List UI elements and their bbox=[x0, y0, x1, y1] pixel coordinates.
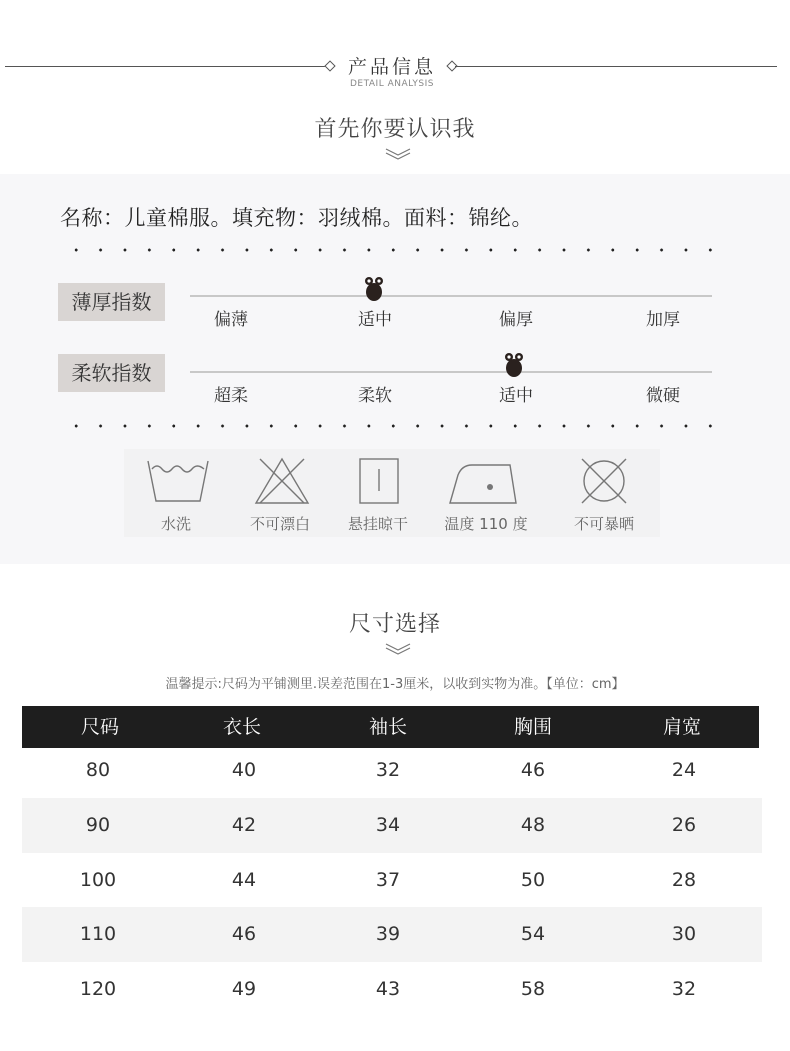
cell-shoulder: 24 bbox=[671, 759, 697, 781]
header-title: 产品信息 bbox=[347, 56, 436, 78]
chevron-down-icon bbox=[385, 147, 411, 161]
intro-title: 首先你要认识我 bbox=[314, 117, 476, 142]
size-table-header bbox=[22, 706, 759, 748]
cell-chest: 50 bbox=[520, 869, 546, 891]
care-label-hang-dry: 悬挂晾干 bbox=[347, 515, 408, 533]
no-bleach-icon bbox=[250, 455, 314, 507]
cell-size: 110 bbox=[79, 923, 117, 945]
header-chest: 胸围 bbox=[513, 716, 552, 738]
cell-shoulder: 30 bbox=[671, 923, 697, 945]
header-subtitle: DETAIL ANALYSIS bbox=[349, 79, 435, 89]
softness-index-label: 柔软指数 bbox=[58, 354, 165, 392]
cell-chest: 54 bbox=[520, 923, 546, 945]
care-item-iron bbox=[436, 449, 536, 537]
thickness-tick-1: 偏薄 bbox=[214, 310, 248, 330]
cell-length: 46 bbox=[231, 923, 257, 945]
product-info-line: 名称：儿童棉服。填充物：羽绒棉。面料：锦纶。 bbox=[60, 206, 533, 230]
cell-length: 42 bbox=[231, 814, 257, 836]
cell-length: 40 bbox=[231, 759, 257, 781]
size-tip: 温馨提示:尺码为平铺测里.误差范围在1-3厘米，以收到实物为准。【单位：cm】 bbox=[165, 677, 625, 692]
cell-size: 120 bbox=[79, 978, 117, 1000]
chevron-down-icon bbox=[385, 642, 411, 656]
care-item-wash bbox=[126, 449, 226, 537]
no-tumble-dry-icon bbox=[574, 455, 638, 507]
softness-track bbox=[190, 371, 712, 373]
header-line-right bbox=[455, 66, 777, 67]
care-label-wash: 水洗 bbox=[160, 515, 191, 533]
care-item-hang-dry bbox=[328, 449, 428, 537]
softness-marker-icon bbox=[504, 352, 524, 378]
softness-tick-4: 微硬 bbox=[646, 386, 680, 406]
cell-sleeve: 32 bbox=[375, 759, 401, 781]
thickness-index-label: 薄厚指数 bbox=[58, 283, 165, 321]
header-shoulder: 肩宽 bbox=[662, 716, 701, 738]
cell-chest: 58 bbox=[520, 978, 546, 1000]
table-row bbox=[22, 853, 762, 908]
cell-sleeve: 39 bbox=[375, 923, 401, 945]
cell-chest: 48 bbox=[520, 814, 546, 836]
thickness-tick-3: 偏厚 bbox=[499, 310, 533, 330]
header-diamond-left bbox=[324, 60, 335, 71]
hang-dry-icon bbox=[348, 455, 412, 507]
cell-shoulder: 32 bbox=[671, 978, 697, 1000]
thickness-marker-icon bbox=[364, 276, 384, 302]
cell-length: 49 bbox=[231, 978, 257, 1000]
softness-tick-1: 超柔 bbox=[214, 386, 248, 406]
size-title: 尺寸选择 bbox=[348, 612, 441, 637]
care-item-no-bleach bbox=[230, 449, 330, 537]
softness-tick-3: 适中 bbox=[499, 386, 533, 406]
header-line-left bbox=[5, 66, 330, 67]
care-label-iron: 温度 110 度 bbox=[444, 515, 528, 533]
hand-wash-icon bbox=[146, 455, 210, 507]
softness-tick-2: 柔软 bbox=[358, 386, 392, 406]
cell-shoulder: 26 bbox=[671, 814, 697, 836]
care-label-no-bleach: 不可漂白 bbox=[249, 515, 310, 533]
cell-sleeve: 34 bbox=[375, 814, 401, 836]
thickness-track bbox=[190, 295, 712, 297]
cell-shoulder: 28 bbox=[671, 869, 697, 891]
cell-size: 100 bbox=[79, 869, 117, 891]
cell-size: 80 bbox=[85, 759, 111, 781]
cell-sleeve: 43 bbox=[375, 978, 401, 1000]
cell-size: 90 bbox=[85, 814, 111, 836]
care-label-no-dry: 不可暴晒 bbox=[573, 515, 634, 533]
header-sleeve: 袖长 bbox=[368, 716, 407, 738]
table-row bbox=[22, 743, 762, 798]
header-size: 尺码 bbox=[80, 716, 119, 738]
thickness-tick-4: 加厚 bbox=[646, 310, 680, 330]
dotted-divider bbox=[64, 248, 724, 252]
cell-chest: 46 bbox=[520, 759, 546, 781]
care-item-no-dry bbox=[554, 449, 654, 537]
header-length: 衣长 bbox=[222, 716, 261, 738]
cell-sleeve: 37 bbox=[375, 869, 401, 891]
table-row bbox=[22, 907, 762, 962]
table-row bbox=[22, 962, 762, 1017]
cell-length: 44 bbox=[231, 869, 257, 891]
thickness-tick-2: 适中 bbox=[358, 310, 392, 330]
iron-icon bbox=[448, 455, 528, 507]
table-row bbox=[22, 798, 762, 853]
section-header bbox=[0, 50, 790, 90]
care-instructions bbox=[124, 449, 660, 537]
dotted-divider bbox=[64, 424, 724, 428]
